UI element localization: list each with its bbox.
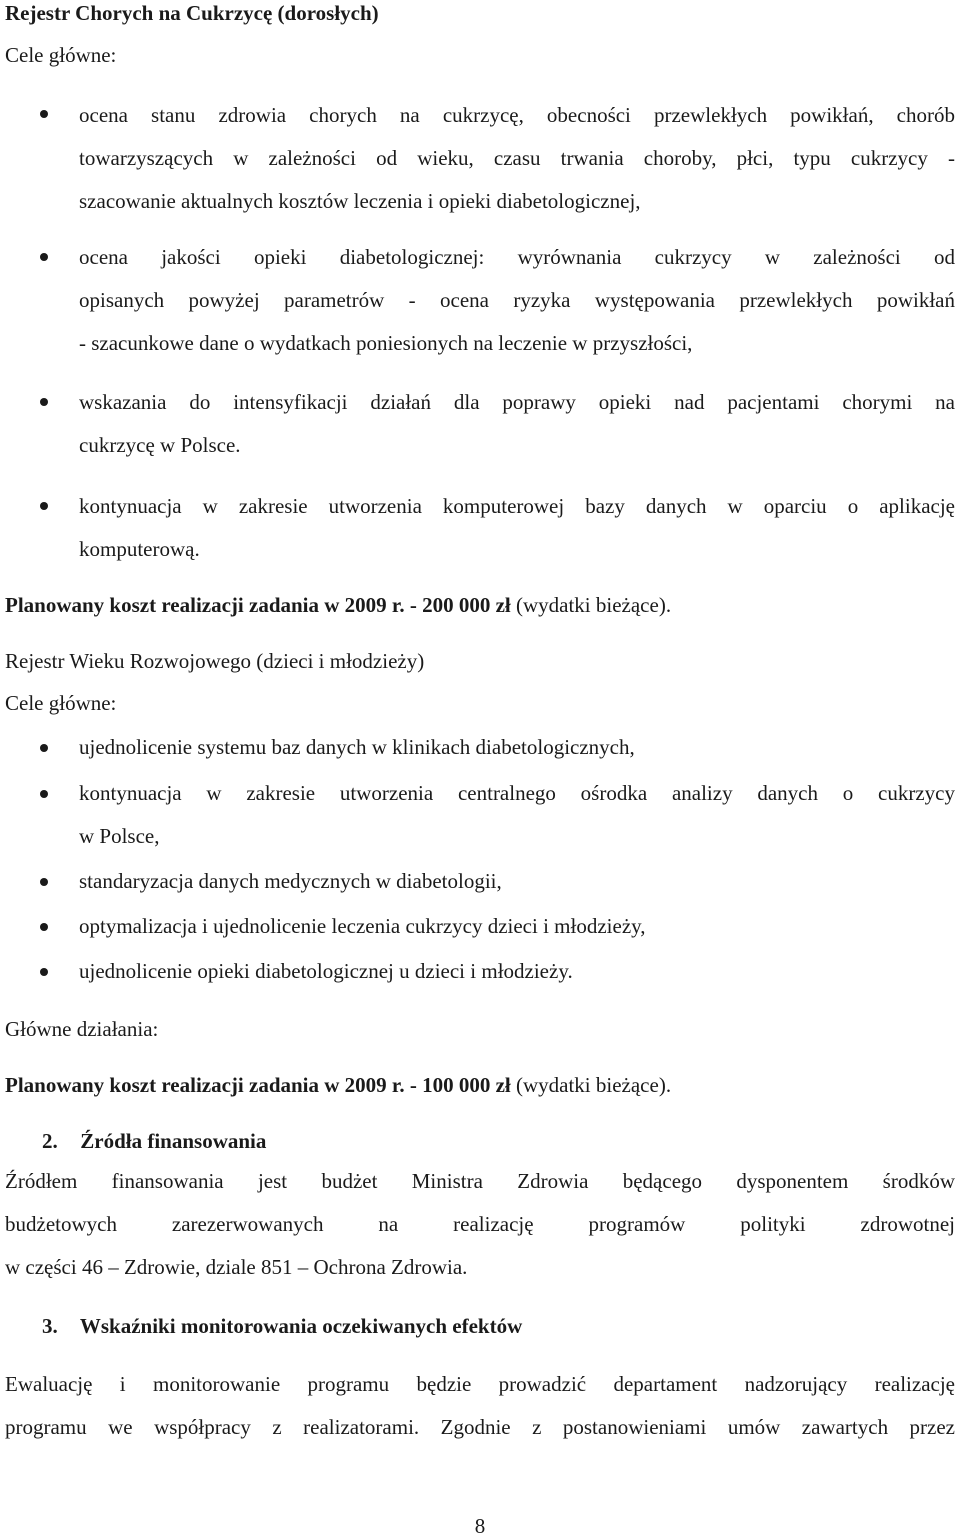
registry1-cost: [5, 592, 671, 618]
list-item-line: ujednolicenie opieki diabetologicznej u dzieci i młodzieży.: [79, 959, 573, 983]
section2-heading: [42, 1128, 266, 1154]
bullet-icon: [40, 110, 48, 118]
section3-heading: [42, 1313, 522, 1339]
list-item-line: kontynuacja w zakresie utworzenia centralnego ośrodka analizy danych o cukrzycy: [79, 781, 955, 805]
list-item-line: optymalizacja i ujednolicenie leczenia cukrzycy dzieci i młodzieży,: [79, 914, 646, 938]
registry1-title: Rejestr Chorych na Cukrzycę (dorosłych): [5, 1, 379, 25]
bullet-icon: [40, 744, 48, 752]
list-item-line: w Polsce,: [79, 824, 160, 848]
paragraph-line: Źródłem finansowania jest budżet Ministra Zdrowia będącego dysponentem środków: [5, 1169, 955, 1193]
list-item-line: ocena stanu zdrowia chorych na cukrzycę, obecności przewlekłych powikłań, chorób: [79, 103, 955, 127]
paragraph-line: budżetowych zarezerwowanych na realizację programów polityki zdrowotnej: [5, 1212, 955, 1236]
bullet-icon: [40, 502, 48, 510]
section-number: 2.: [42, 1129, 58, 1153]
cost-amount: Planowany koszt realizacji zadania w 2009 r. - 200 000 zł: [5, 593, 511, 617]
bullet-icon: [40, 398, 48, 406]
registry2-goals-heading: Cele główne:: [5, 691, 117, 715]
bullet-icon: [40, 878, 48, 886]
list-item-line: cukrzycę w Polsce.: [79, 433, 241, 457]
section-number: 3.: [42, 1314, 58, 1338]
registry2-title: Rejestr Wieku Rozwojowego (dzieci i młodzieży): [5, 649, 425, 673]
list-item-line: wskazania do intensyfikacji działań dla poprawy opieki nad pacjentami chorymi na: [79, 390, 955, 414]
list-item-line: - szacunkowe dane o wydatkach poniesionych na leczenie w przyszłości,: [79, 331, 693, 355]
paragraph-line: programu we współpracy z realizatorami. Zgodnie z postanowieniami umów zawartych przez: [5, 1415, 955, 1439]
list-item-line: ujednolicenie systemu baz danych w klinikach diabetologicznych,: [79, 735, 635, 759]
paragraph-line: Ewaluację i monitorowanie programu będzie prowadzić departament nadzorujący realizację: [5, 1372, 955, 1396]
list-item-line: towarzyszących w zależności od wieku, czasu trwania choroby, płci, typu cukrzycy -: [79, 146, 955, 170]
section-title: Wskaźniki monitorowania oczekiwanych efektów: [79, 1314, 523, 1338]
paragraph-line: w części 46 – Zdrowie, dziale 851 – Ochrona Zdrowia.: [5, 1255, 468, 1279]
registry1-goals-heading: Cele główne:: [5, 43, 117, 67]
bullet-icon: [40, 923, 48, 931]
list-item-line: opisanych powyżej parametrów - ocena ryzyka występowania przewlekłych powikłań: [79, 288, 955, 312]
list-item-line: ocena jakości opieki diabetologicznej: wyrównania cukrzycy w zależności od: [79, 245, 955, 269]
registry2-cost: [5, 1072, 671, 1098]
cost-note: (wydatki bieżące).: [510, 593, 672, 617]
page-number: 8: [474, 1514, 486, 1538]
bullet-icon: [40, 253, 48, 261]
registry2-actions-heading: Główne działania:: [5, 1017, 159, 1041]
section-title: Źródła finansowania: [80, 1129, 267, 1153]
cost-note: (wydatki bieżące).: [510, 1073, 672, 1097]
list-item-line: kontynuacja w zakresie utworzenia komputerowej bazy danych w oparciu o aplikację: [79, 494, 955, 518]
cost-amount: Planowany koszt realizacji zadania w 2009 r. - 100 000 zł: [5, 1073, 511, 1097]
section3-paragraph: [5, 1363, 955, 1449]
list-item-line: standaryzacja danych medycznych w diabetologii,: [79, 869, 502, 893]
list-item-line: szacowanie aktualnych kosztów leczenia i opieki diabetologicznej,: [79, 189, 641, 213]
bullet-icon: [40, 968, 48, 976]
list-item-line: komputerową.: [79, 537, 200, 561]
section2-paragraph: [5, 1160, 955, 1289]
bullet-icon: [40, 790, 48, 798]
